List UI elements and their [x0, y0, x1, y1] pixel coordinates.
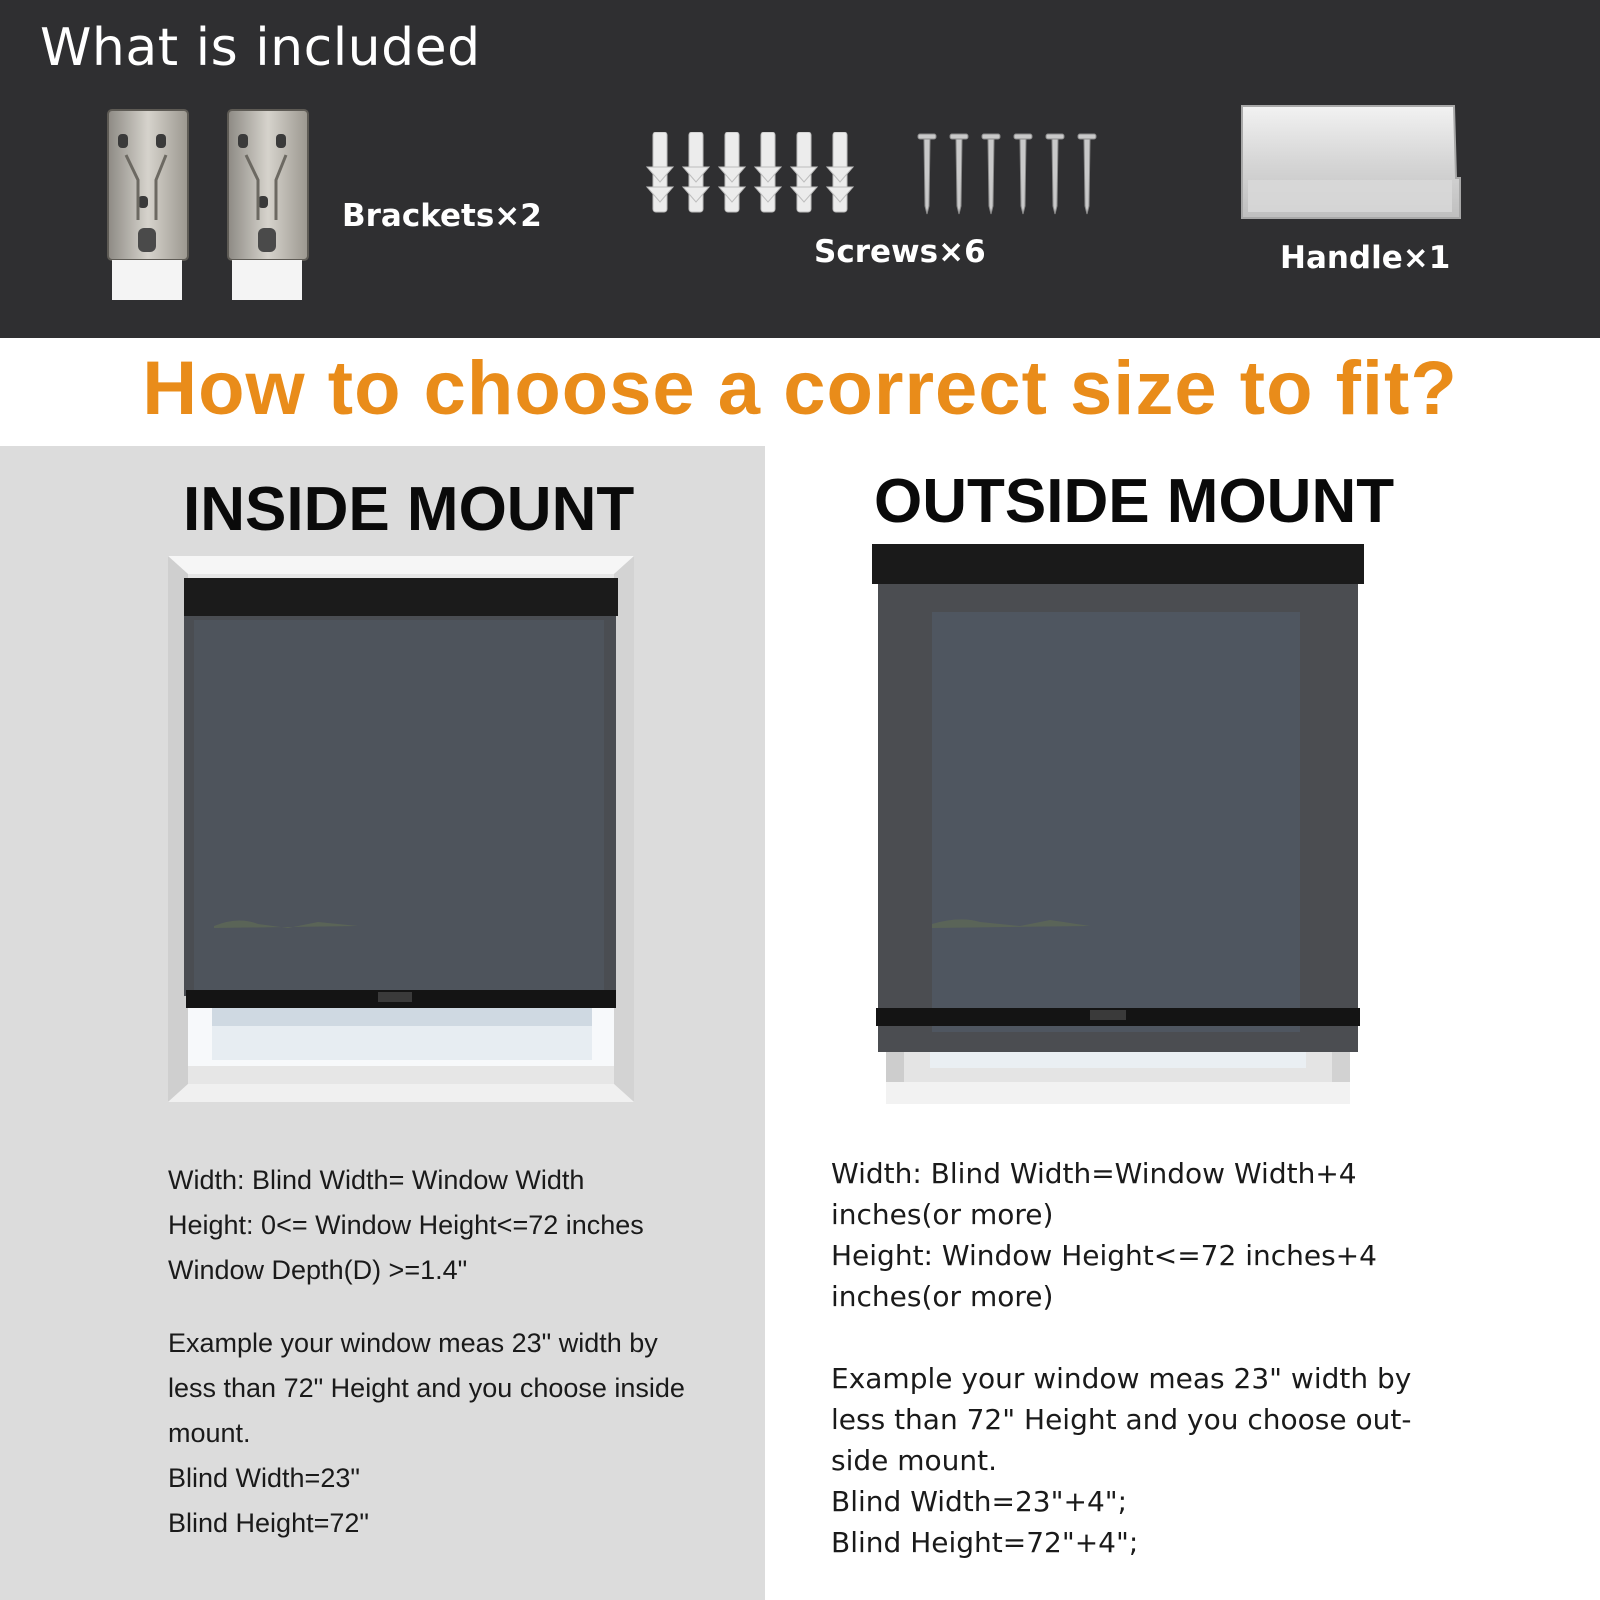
inside-example-line: less than 72" Height and you choose inside: [168, 1373, 685, 1403]
screws: [918, 134, 1096, 214]
outside-mount-image: [870, 542, 1366, 1106]
inside-example-line: Example your window meas 23" width by: [168, 1328, 658, 1358]
inside-mount-example: [168, 1321, 728, 1546]
inside-mount-spec: [168, 1158, 728, 1293]
inside-spec-line: Window Depth(D) >=1.4": [168, 1255, 468, 1285]
size-heading: How to choose a correct size to fit?: [142, 346, 1458, 431]
outside-spec-line: Height: Window Height<=72 inches+4: [831, 1239, 1377, 1272]
inside-example-line: mount.: [168, 1418, 251, 1448]
brackets-caption: Brackets×2: [342, 198, 542, 234]
outside-spec-line: inches(or more): [831, 1280, 1054, 1313]
outside-example-line: Example your window meas 23" width by: [831, 1362, 1412, 1395]
inside-mount-image: [168, 556, 636, 1104]
outside-spec-line: Width: Blind Width=Window Width+4: [831, 1157, 1357, 1190]
outside-mount-example: [831, 1358, 1412, 1563]
inside-example-line: Blind Height=72": [168, 1508, 369, 1538]
included-title: What is included: [40, 18, 481, 78]
outside-mount-title: OUTSIDE MOUNT: [874, 467, 1395, 536]
outside-mount-spec: [831, 1153, 1391, 1317]
outside-example-line: less than 72" Height and you choose out-: [831, 1403, 1412, 1436]
outside-example-line: Blind Height=72"+4";: [831, 1526, 1139, 1559]
brackets-image: [100, 104, 320, 304]
handle-caption: Handle×1: [1280, 240, 1451, 276]
inside-example-line: Blind Width=23": [168, 1463, 360, 1493]
screws-caption: Screws×6: [814, 234, 986, 270]
outside-spec-line: inches(or more): [831, 1198, 1054, 1231]
outside-example-line: side mount.: [831, 1444, 998, 1477]
handle-image: [1238, 100, 1464, 230]
inside-spec-line: Width: Blind Width= Window Width: [168, 1165, 585, 1195]
inside-spec-line: Height: 0<= Window Height<=72 inches: [168, 1210, 644, 1240]
inside-mount-title: INSIDE MOUNT: [183, 475, 635, 544]
wall-anchors: [647, 132, 853, 212]
screws-image: [645, 132, 1115, 227]
bracket-left: [108, 110, 188, 300]
outside-example-line: Blind Width=23"+4";: [831, 1485, 1128, 1518]
bracket-right: [228, 110, 308, 300]
